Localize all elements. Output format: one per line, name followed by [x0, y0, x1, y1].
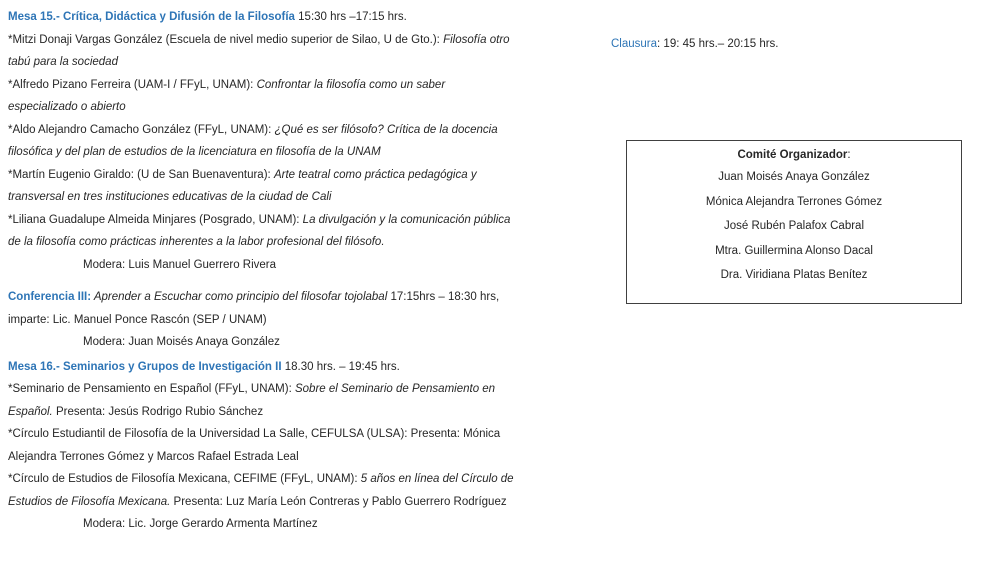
- committee-heading: [627, 145, 961, 165]
- mesa15-item: [8, 74, 568, 119]
- organizing-committee-box: [626, 140, 962, 304]
- clausura: [611, 33, 779, 55]
- mesa15-item: [8, 29, 568, 74]
- clausura-label: Clausura: [611, 38, 658, 50]
- mesa15-time: 15:30 hrs –17:15 hrs.: [294, 11, 407, 23]
- talk-title-cont: de la filosofía como prácticas inherentes a la labor profesional del filósofo.: [8, 236, 385, 248]
- talk-title: Arte teatral como práctica pedagógica y: [273, 168, 477, 181]
- talk-title-cont: especializado o abierto: [8, 101, 126, 113]
- committee-member: José Rubén Palafox Cabral: [724, 220, 864, 232]
- mesa15-item: [8, 164, 568, 209]
- speaker: *Mitzi Donaji Vargas González (Escuela de nivel medio superior de Silao, U de Gto.):: [8, 33, 444, 46]
- presenter: Presenta: Jesús Rodrigo Rubio Sánchez: [52, 405, 264, 418]
- talk-title-cont: Español.: [8, 405, 53, 418]
- mesa15-moderator: Modera: Luis Manuel Guerrero Rivera: [83, 258, 277, 271]
- talk-title: La divulgación y la comunicación pública: [302, 213, 511, 226]
- mesa16-heading: [8, 356, 568, 379]
- conf3-time: 17:15hrs – 18:30 hrs,: [387, 291, 500, 303]
- talk-title: Filosofía otro: [443, 33, 510, 46]
- talk-title: 5 años en línea del Círculo de: [360, 473, 514, 485]
- mesa16-item2-line2: Alejandra Terrones Gómez y Marcos Rafael Estrada Leal: [8, 450, 299, 463]
- mesa15-item: [8, 119, 568, 164]
- mesa16-moderator: Modera: Lic. Jorge Gerardo Armenta Martínez: [83, 518, 318, 530]
- talk-title: Sobre el Seminario de Pensamiento en: [294, 383, 496, 395]
- committee-member: Dra. Viridiana Platas Benítez: [720, 269, 868, 281]
- speaker: *Seminario de Pensamiento en Español (FFyL, UNAM):: [8, 383, 295, 395]
- committee-member: Mónica Alejandra Terrones Gómez: [705, 195, 883, 208]
- conf3-heading: [8, 286, 568, 309]
- mesa16-time: 18.30 hrs. – 19:45 hrs.: [281, 360, 400, 373]
- mesa16-title: Mesa 16.- Seminarios y Grupos de Investigación II: [8, 360, 282, 373]
- committee-member: Juan Moisés Anaya González: [718, 171, 870, 183]
- talk-title: Confrontar la filosofía como un saber: [256, 78, 446, 91]
- committee-title-colon: :: [847, 149, 851, 161]
- talk-title-cont: tabú para la sociedad: [8, 56, 118, 68]
- talk-title-cont: filosófica y del plan de estudios de la licenciatura en filosofía de la UNAM: [8, 146, 381, 158]
- talk-title: ¿Qué es ser filósofo? Crítica de la docencia: [274, 123, 498, 136]
- program-left-column: [8, 6, 568, 536]
- conf3-label: Conferencia III:: [8, 291, 92, 303]
- speaker: *Alfredo Pizano Ferreira (UAM-I / FFyL, UNAM):: [8, 78, 257, 91]
- mesa16-item2-line1: *Círculo Estudiantil de Filosofía de la Universidad La Salle, CEFULSA (ULSA): Presenta: Mónica: [8, 428, 501, 440]
- committee-member: Mtra. Guillermina Alonso Dacal: [715, 244, 873, 257]
- talk-title-cont: transversal en tres instituciones educativas de la ciudad de Cali: [8, 191, 332, 203]
- speaker: *Círculo de Estudios de Filosofía Mexicana, CEFIME (FFyL, UNAM):: [8, 473, 361, 485]
- mesa15-heading: [8, 6, 568, 29]
- talk-title-cont: Estudios de Filosofía Mexicana.: [8, 495, 171, 508]
- speaker: *Martín Eugenio Giraldo: (U de San Buenaventura):: [8, 168, 274, 181]
- speaker: *Liliana Guadalupe Almeida Minjares (Posgrado, UNAM):: [8, 213, 303, 226]
- conf3-title: Aprender a Escuchar como principio del filosofar tojolabal: [91, 291, 388, 303]
- committee-title: Comité Organizador: [737, 149, 848, 161]
- conf3-speaker: imparte: Lic. Manuel Ponce Rascón (SEP / UNAM): [8, 313, 267, 326]
- speaker: *Aldo Alejandro Camacho González (FFyL, UNAM):: [8, 123, 275, 136]
- mesa15-title: Mesa 15.- Crítica, Didáctica y Difusión de la Filosofía: [8, 11, 295, 23]
- mesa15-item: [8, 209, 568, 254]
- clausura-time: : 19: 45 hrs.– 20:15 hrs.: [657, 38, 779, 50]
- presenter: Presenta: Luz María León Contreras y Pablo Guerrero Rodríguez: [170, 495, 507, 508]
- conf3-moderator: Modera: Juan Moisés Anaya González: [83, 336, 280, 348]
